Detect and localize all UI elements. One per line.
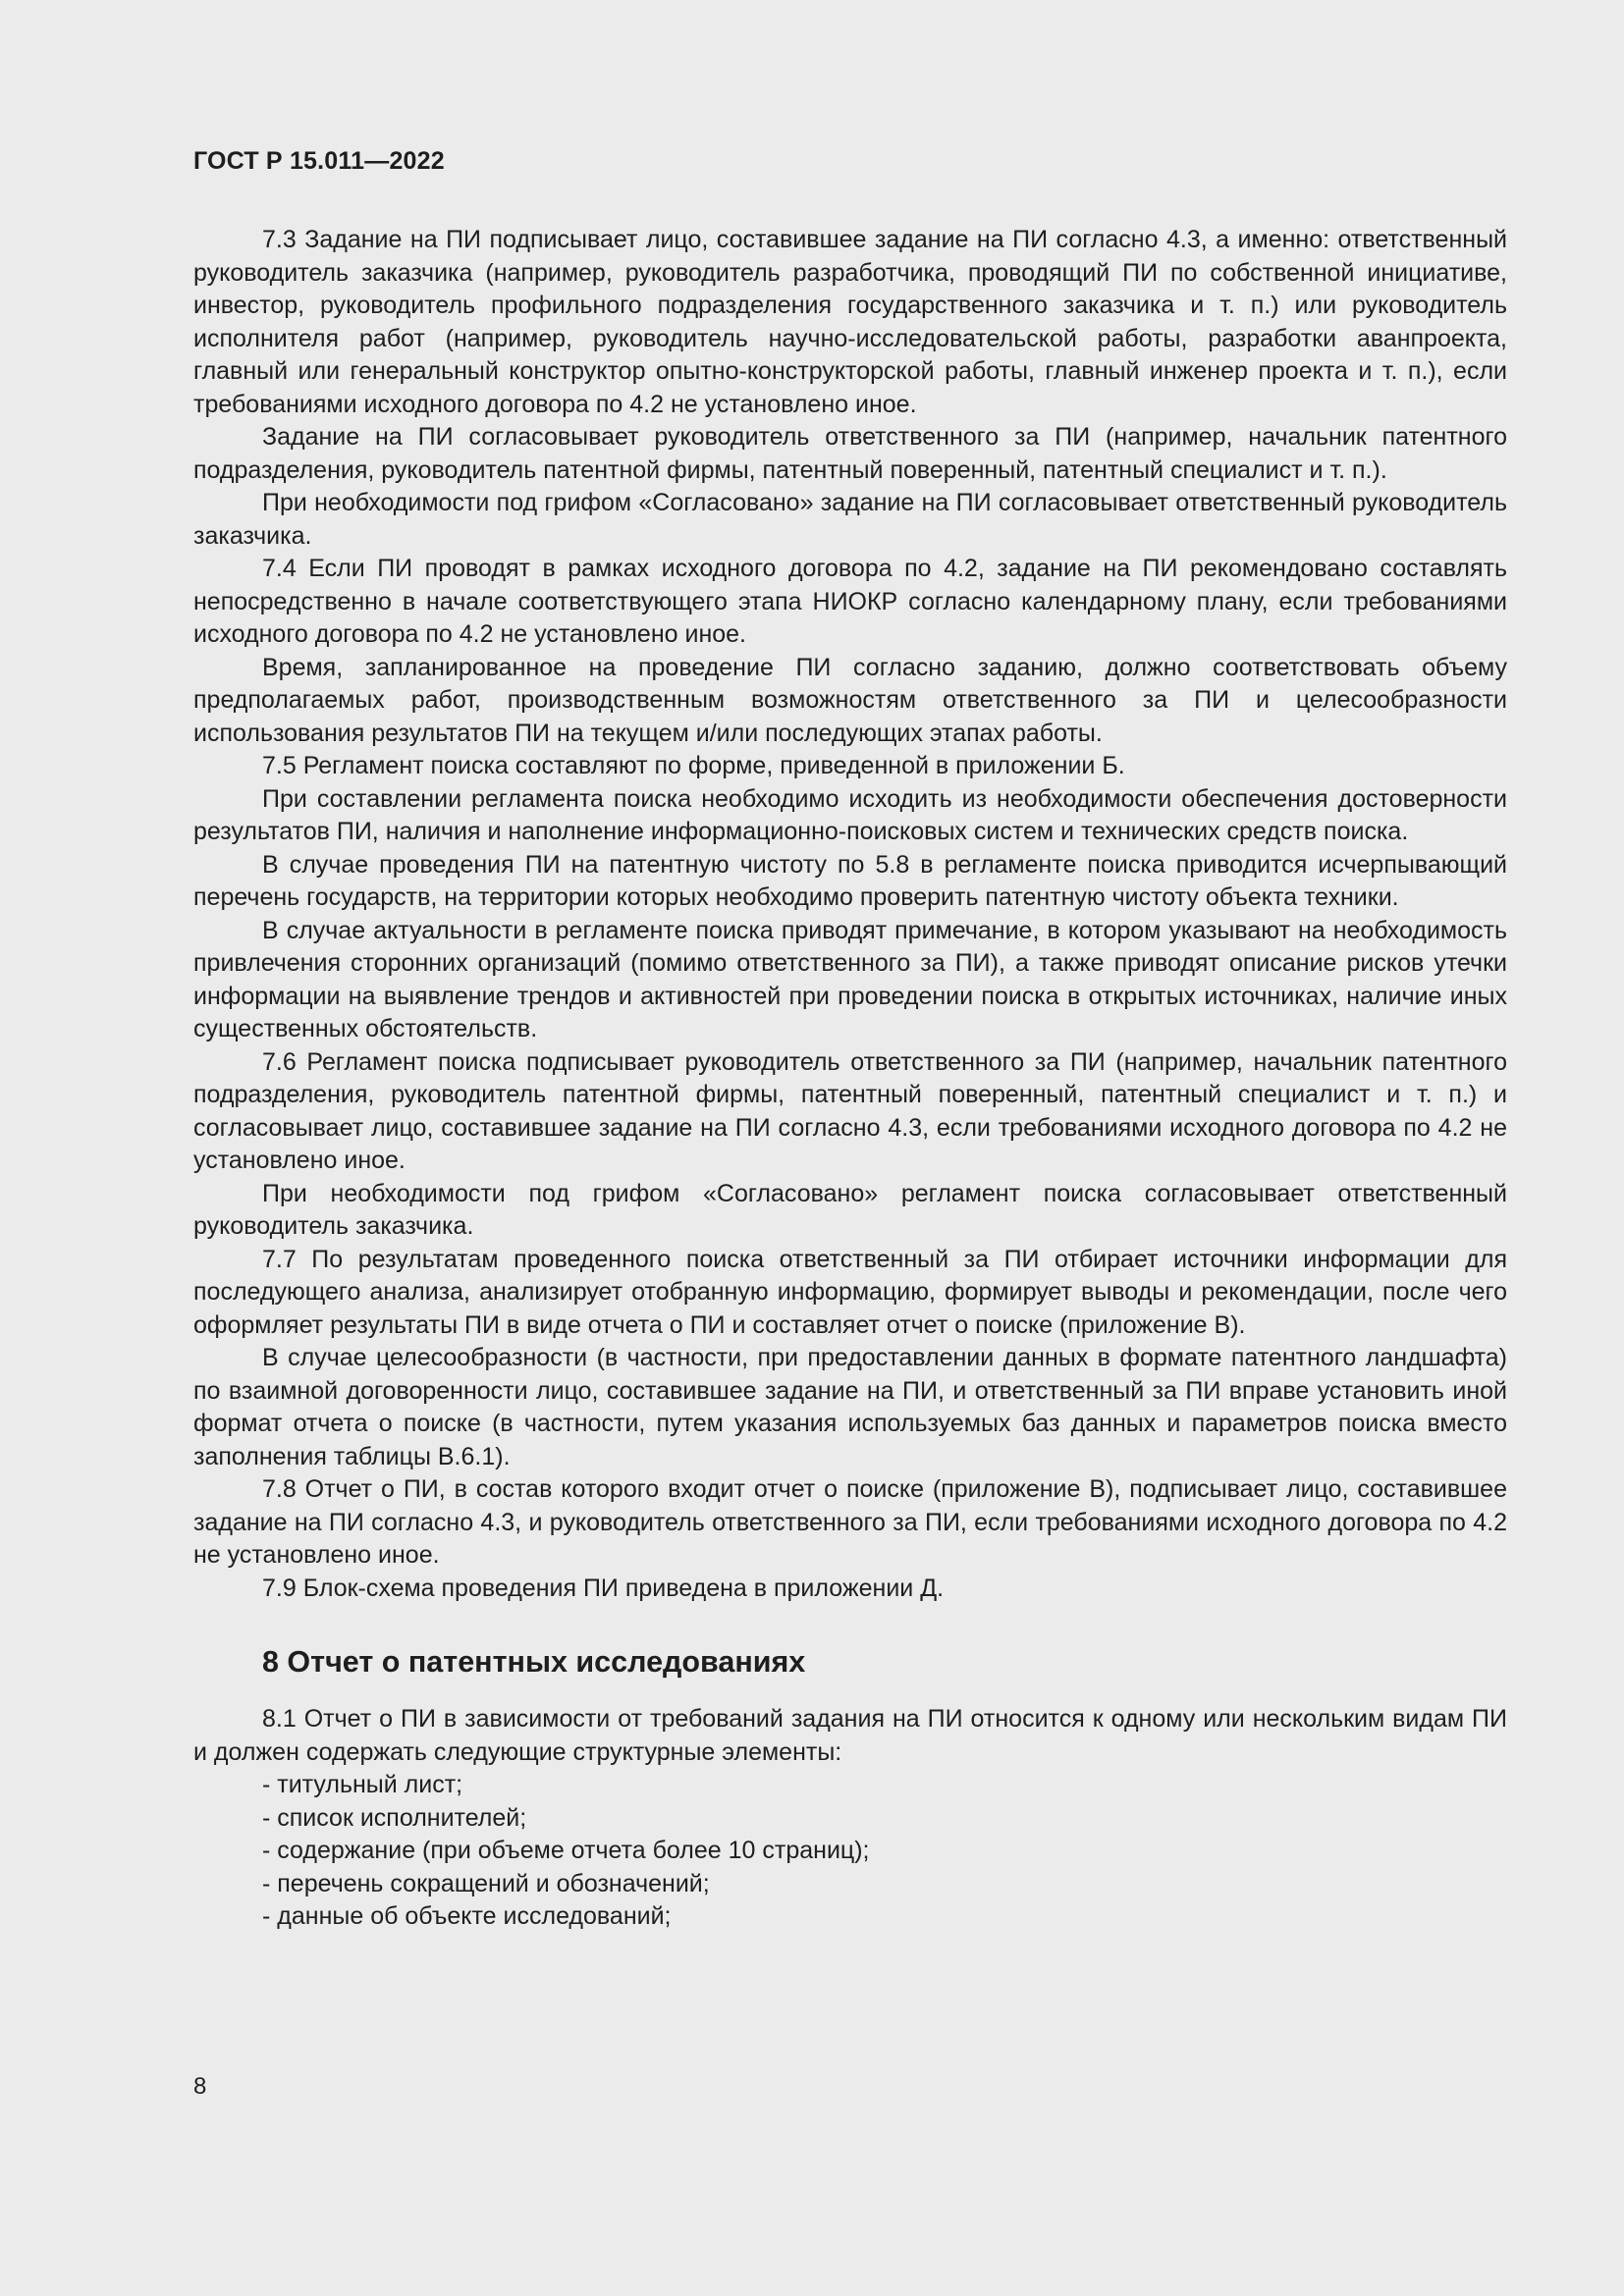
list-item: - содержание (при объеме отчета более 10 страниц); <box>262 1837 870 1864</box>
paragraph-7-3: 7.3 Задание на ПИ подписывает лицо, составившее задание на ПИ согласно 4.3, а именно: ответственный руководитель заказчика (например, руководитель разработчика, проводящий ПИ по собственной инициативе, инвестор, руководитель профильного подразделения государственного заказчика и т. п.) или руководитель исполнителя работ (например, руководитель научно-исследовательской работы, разработки аванпроекта, главный или генеральный конструктор опытно-конструкторской работы, главный инженер проекта и т. п.), если требованиями исходного договора по 4.2 не установлено иное. <box>193 226 1507 418</box>
paragraph: Время, запланированное на проведение ПИ согласно заданию, должно соответствовать объему предполагаемых работ, производственным возможностям ответственного за ПИ и целесообразности использования результатов ПИ на текущем и/или последующих этапах работы. <box>193 653 1507 747</box>
paragraph: В случае целесообразности (в частности, при предоставлении данных в формате патентного ландшафта) по взаимной договоренности лицо, составившее задание на ПИ, и ответственный за ПИ вправе установить иной формат отчета о поиске (в частности, путем указания используемых баз данных и параметров поиска вместо заполнения таблицы В.6.1). <box>193 1344 1507 1470</box>
list-item: - данные об объекте исследований; <box>262 1902 672 1930</box>
paragraph: В случае проведения ПИ на патентную чистоту по 5.8 в регламенте поиска приводится исчерпывающий перечень государств, на территории которых необходимо проверить патентную чистоту объекта техники. <box>193 850 1507 911</box>
paragraph: В случае актуальности в регламенте поиска приводят примечание, в котором указывают на необходимость привлечения сторонних организаций (помимо ответственного за ПИ), а также приводят описание рисков утечки информации на выявление трендов и активностей при проведении поиска в открытых источниках, наличие иных существенных обстоятельств. <box>193 916 1507 1042</box>
list-item: - перечень сокращений и обозначений; <box>262 1869 710 1897</box>
paragraph-7-7: 7.7 По результатам проведенного поиска ответственный за ПИ отбирает источники информации для последующего анализа, анализирует отобранную информацию, формирует выводы и рекомендации, после чего оформляет результаты ПИ в виде отчета о ПИ и составляет отчет о поиске (приложение В). <box>193 1245 1507 1339</box>
structural-elements-list <box>193 1769 1507 1934</box>
list-item: - список исполнителей; <box>262 1803 527 1832</box>
paragraph: При составлении регламента поиска необходимо исходить из необходимости обеспечения достоверности результатов ПИ, наличия и наполнение информационно-поисковых систем и технических средств поиска. <box>193 784 1507 845</box>
paragraph-7-6: 7.6 Регламент поиска подписывает руководитель ответственного за ПИ (например, начальник патентного подразделения, руководитель патентной фирмы, патентный поверенный, патентный специалист и т. п.) и согласовывает лицо, составившее задание на ПИ согласно 4.3, если требованиями исходного договора по 4.2 не установлено иное. <box>193 1047 1507 1174</box>
paragraph: При необходимости под грифом «Согласовано» регламент поиска согласовывает ответственный руководитель заказчика. <box>193 1179 1507 1240</box>
paragraph-7-5: 7.5 Регламент поиска составляют по форме, приведенной в приложении Б. <box>262 752 1125 779</box>
page-number: 8 <box>193 2073 207 2100</box>
list-item: - титульный лист; <box>262 1771 463 1798</box>
document-body <box>193 224 1507 1934</box>
paragraph-7-4: 7.4 Если ПИ проводят в рамках исходного договора по 4.2, задание на ПИ рекомендовано составлять непосредственно в начале соответствующего этапа НИОКР согласно календарному плану, если требованиями исходного договора по 4.2 не установлено иное. <box>193 555 1507 648</box>
paragraph-7-9: 7.9 Блок-схема проведения ПИ приведена в приложении Д. <box>262 1574 945 1602</box>
paragraph-7-8: 7.8 Отчет о ПИ, в состав которого входит отчет о поиске (приложение В), подписывает лицо, составившее задание на ПИ согласно 4.3, и руководитель ответственного за ПИ, если требованиями исходного договора по 4.2 не установлено иное. <box>193 1475 1507 1569</box>
document-header: ГОСТ Р 15.011—2022 <box>193 147 445 175</box>
paragraph-8-1: 8.1 Отчет о ПИ в зависимости от требований задания на ПИ относится к одному или нескольким видам ПИ и должен содержать следующие структурные элементы: <box>193 1705 1507 1766</box>
paragraph: Задание на ПИ согласовывает руководитель ответственного за ПИ (например, начальник патентного подразделения, руководитель патентной фирмы, патентный поверенный, патентный специалист и т. п.). <box>193 423 1507 484</box>
paragraph: При необходимости под грифом «Согласовано» задание на ПИ согласовывает ответственный руководитель заказчика. <box>193 489 1507 550</box>
section-heading: 8 Отчет о патентных исследованиях <box>262 1645 806 1679</box>
